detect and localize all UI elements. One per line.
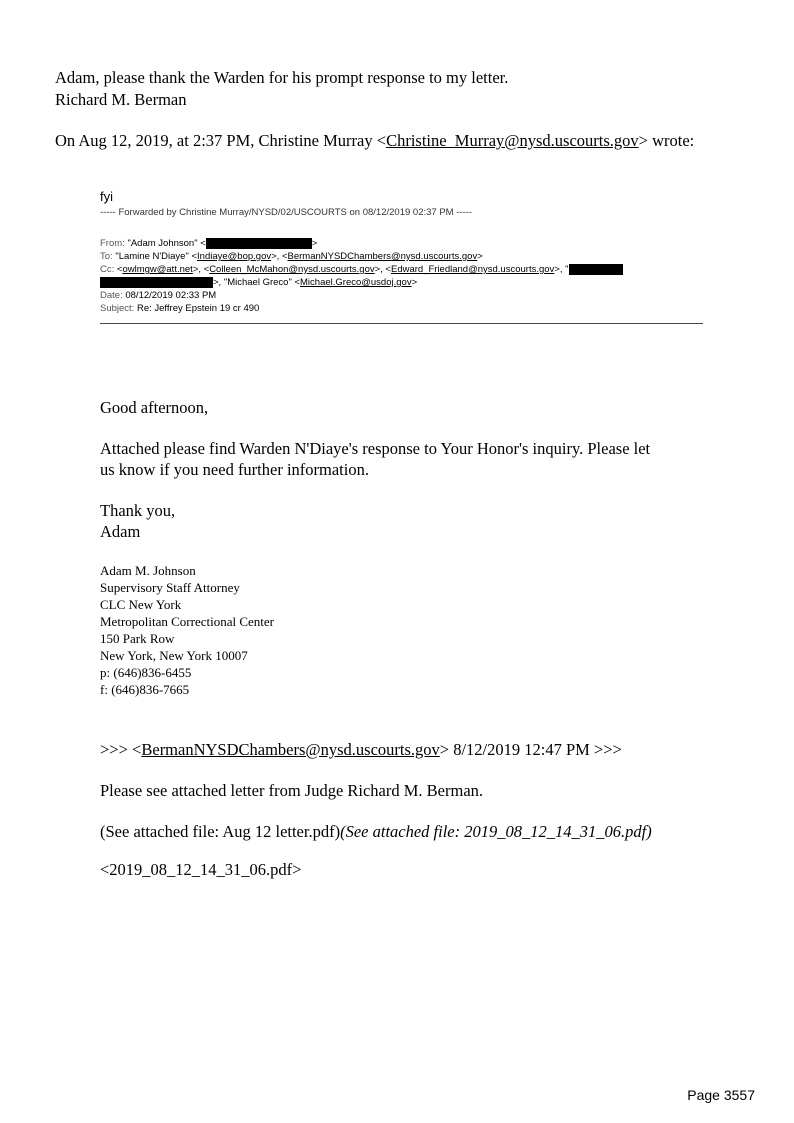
sender-name: Adam — [100, 522, 141, 541]
signature-line: Metropolitan Correctional Center — [100, 614, 275, 629]
from-value-a: "Adam Johnson" < — [124, 238, 206, 250]
redaction-box — [206, 238, 312, 249]
signature-line: New York, New York 10007 — [100, 648, 248, 663]
to-header — [100, 251, 483, 263]
quote-header — [55, 130, 694, 151]
from-key: From: — [100, 238, 125, 250]
date-header — [100, 290, 216, 302]
attachment-italic[interactable]: (See attached file: 2019_08_12_14_31_06.pdf) — [340, 822, 652, 841]
original-suffix: > 8/12/2019 12:47 PM >>> — [439, 740, 622, 759]
date-value: 08/12/2019 02:33 PM — [122, 290, 217, 301]
from-value-b: > — [311, 238, 318, 250]
original-message-header — [100, 739, 622, 760]
redaction-box — [100, 277, 213, 288]
closing: Thank you, — [100, 501, 176, 520]
quote-prefix: On Aug 12, 2019, at 2:37 PM, Christine Murray < — [55, 131, 387, 150]
to-value-c: > — [477, 251, 483, 262]
signature-line: Adam M. Johnson — [100, 563, 196, 578]
fyi-note: fyi — [100, 189, 113, 204]
quote-email-link[interactable]: Christine_Murray@nysd.uscourts.gov — [386, 131, 639, 150]
to-value-a: "Lamine N'Diaye" < — [112, 251, 198, 262]
original-email-link[interactable]: BermanNYSDChambers@nysd.uscourts.gov — [141, 740, 440, 759]
cc-email-2[interactable]: Colleen_McMahon@nysd.uscourts.gov — [209, 264, 375, 276]
attachment-line — [100, 821, 652, 842]
cc-value-a: < — [114, 264, 123, 276]
from-header — [100, 238, 317, 250]
redaction-box — [569, 264, 623, 275]
header-divider — [100, 323, 703, 324]
body-line-1: Attached please find Warden N'Diaye's response to Your Honor's inquiry. Please let — [100, 439, 651, 458]
date-key: Date: — [100, 290, 123, 301]
attachment-plain[interactable]: (See attached file: Aug 12 letter.pdf) — [100, 822, 341, 841]
subject-key: Subject: — [100, 303, 135, 314]
cc-value-d: >, " — [554, 264, 569, 276]
attachment-name[interactable]: <2019_08_12_14_31_06.pdf> — [100, 860, 302, 879]
cc-email-1[interactable]: owlmgw@att.net — [122, 264, 193, 276]
cc-header-continued — [100, 277, 417, 289]
signature-fax: f: (646)836-7665 — [100, 682, 190, 697]
cc-email-3[interactable]: Edward_Friedland@nysd.uscourts.gov — [390, 264, 555, 276]
body-line-2: us know if you need further information. — [100, 460, 369, 479]
intro-line-1: Adam, please thank the Warden for his prompt response to my letter. — [55, 68, 509, 87]
cc-email-4[interactable]: Michael.Greco@usdoj.gov — [300, 277, 412, 289]
original-text: Please see attached letter from Judge Richard M. Berman. — [100, 781, 484, 800]
to-email-2[interactable]: BermanNYSDChambers@nysd.uscourts.gov — [287, 251, 478, 262]
cc-header — [100, 264, 623, 276]
signature-line: Supervisory Staff Attorney — [100, 580, 240, 595]
cc-line2-b: > — [411, 277, 418, 289]
signature-line: CLC New York — [100, 597, 182, 612]
intro-signature-name: Richard M. Berman — [55, 90, 187, 109]
to-key: To: — [100, 251, 113, 262]
original-prefix: >>> < — [100, 740, 142, 759]
quote-suffix: > wrote: — [638, 131, 695, 150]
subject-header — [100, 303, 259, 315]
signature-line: 150 Park Row — [100, 631, 175, 646]
to-email-1[interactable]: Indiaye@bop.gov — [197, 251, 272, 262]
subject-value: Re: Jeffrey Epstein 19 cr 490 — [134, 303, 260, 314]
page-number: Page 3557 — [687, 1087, 755, 1103]
greeting: Good afternoon, — [100, 398, 209, 417]
cc-value-c: >, < — [374, 264, 391, 276]
cc-line2-a: >, "Michael Greco" < — [213, 277, 301, 289]
signature-phone: p: (646)836-6455 — [100, 665, 192, 680]
forwarded-line: ----- Forwarded by Christine Murray/NYSD/02/USCOURTS on 08/12/2019 02:37 PM ----- — [100, 207, 473, 218]
to-value-b: >, < — [271, 251, 288, 262]
cc-value-b: >, < — [192, 264, 210, 276]
cc-key: Cc: — [100, 264, 115, 276]
